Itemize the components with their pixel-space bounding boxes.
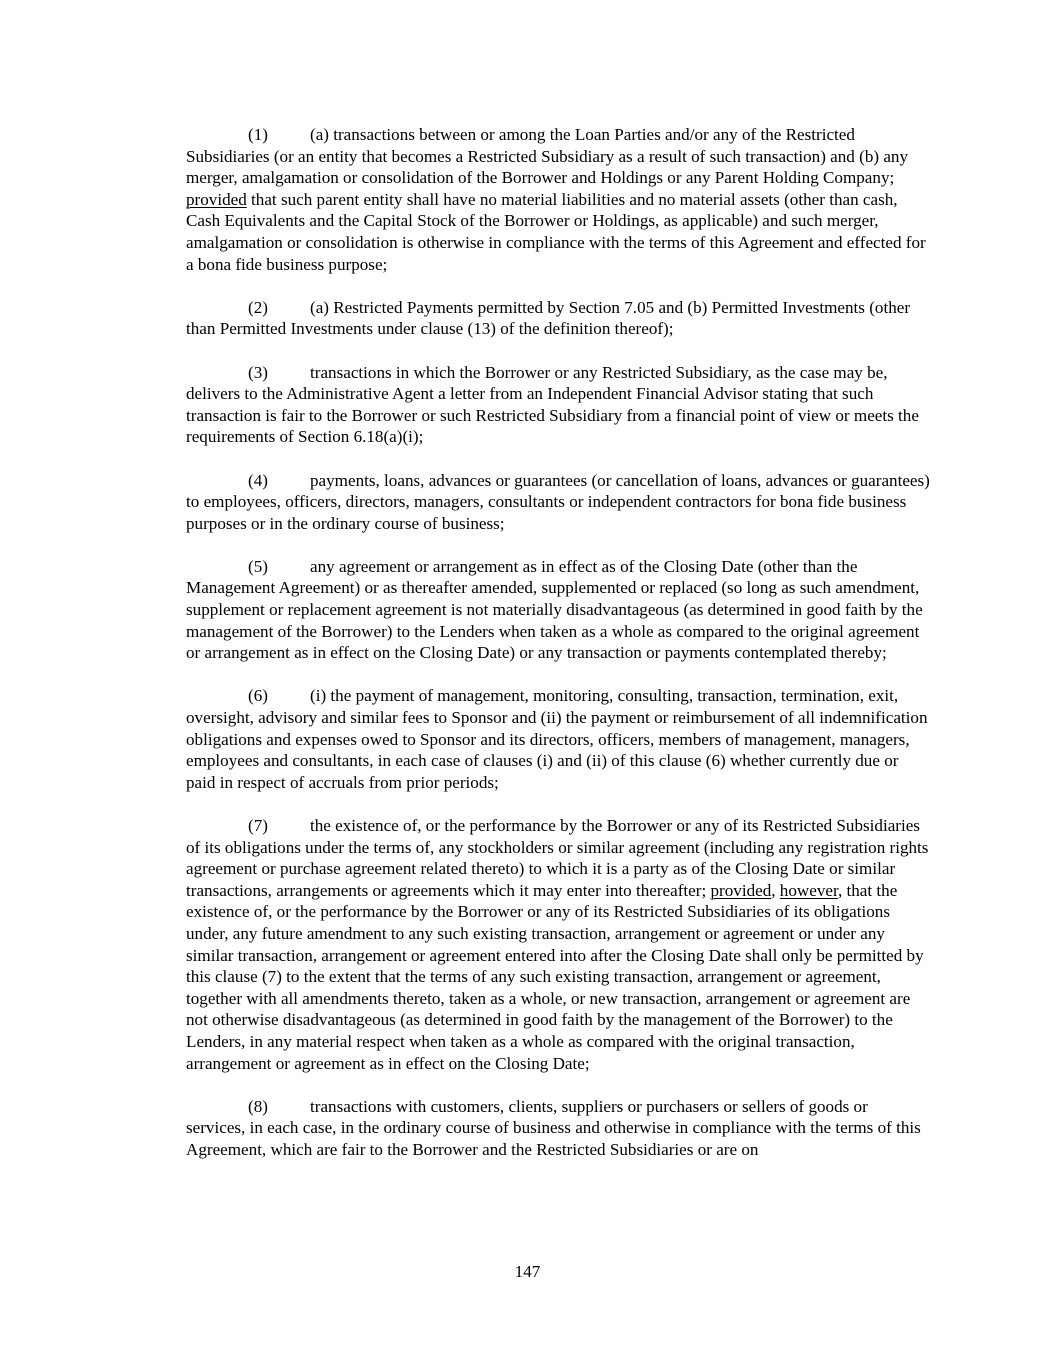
clause-number: (6): [248, 686, 268, 706]
clause-text: payments, loans, advances or guarantees (or cancellation of loans, advances or guarantees) to employees, officers, directors, managers, consultants or independent contractors for bona fide business purposes or in the ordinary course of business;: [186, 470, 930, 533]
clause-number: (3): [248, 362, 268, 382]
clause-text: , that the existence of, or the performance by the Borrower or any of its Restricted Subsidiaries of its obligations under, any future amendment to any such existing transaction, arrangement or agreement or under any similar transaction, arrangement or agreement entered into after the Closing Date shall only be permitted by this clause (7) to the extent that the terms of any such existing transaction, arrangement or agreement, together with all amendments thereto, taken as a whole, or new transaction, arrangement or agreement are not otherwise disadvantageous (as determined in good faith by the management of the Borrower) to the Lenders, in any material respect when taken as a whole as compared with the original transaction, arrangement or agreement as in effect on the Closing Date;: [186, 880, 924, 1073]
clause-5: [186, 556, 931, 664]
clause-text: (i) the payment of management, monitoring, consulting, transaction, termination, exit, oversight, advisory and similar fees to Sponsor and (ii) the payment or reimbursement of all indemnification obligations and expenses owed to Sponsor and its directors, officers, members of management, managers, employees and consultants, in each case of clauses (i) and (ii) of this clause (6) whether currently due or paid in respect of accruals from prior periods;: [186, 686, 928, 792]
clause-text: any agreement or arrangement as in effect as of the Closing Date (other than the Management Agreement) or as thereafter amended, supplemented or replaced (so long as such amendment, supplement or replacement agreement is not materially disadvantageous (as determined in good faith by the management of the Borrower) to the Lenders when taken as a whole as compared to the original agreement or arrangement as in effect on the Closing Date) or any transaction or payments contemplated thereby;: [186, 556, 923, 663]
clause-separator: ,: [771, 880, 780, 900]
clause-text: that such parent entity shall have no material liabilities and no material assets (other than cash, Cash Equivalents and the Capital Stock of the Borrower or Holdings, as applicable) and such merger, amalgamation or consolidation is otherwise in compliance with the terms of this Agreement and effected for a bona fide business purpose;: [186, 189, 926, 274]
underlined-term-however: however: [779, 880, 838, 900]
underlined-term-provided: provided: [710, 880, 772, 900]
clause-number: (5): [248, 556, 268, 576]
clause-text: (a) Restricted Payments permitted by Section 7.05 and (b) Permitted Investments (other than Permitted Investments under clause (13) of the definition thereof);: [186, 297, 911, 339]
clause-8: [186, 1096, 931, 1161]
clause-number: (4): [248, 470, 268, 490]
clause-7: [186, 815, 931, 1074]
clause-number: (8): [248, 1096, 268, 1116]
clause-4: [186, 470, 931, 535]
clause-6: [186, 685, 931, 793]
clause-number: (7): [248, 816, 268, 835]
clause-text: transactions in which the Borrower or any Restricted Subsidiary, as the case may be, delivers to the Administrative Agent a letter from an Independent Financial Advisor stating that such transaction is fair to the Borrower or such Restricted Subsidiary from a financial point of view or meets the requirements of Section 6.18(a)(i);: [186, 362, 919, 447]
clause-text: transactions with customers, clients, suppliers or purchasers or sellers of goods or services, in each case, in the ordinary course of business and otherwise in compliance with the terms of this Agreement, which are fair to the Borrower and the Restricted Subsidiaries or are on: [186, 1096, 921, 1159]
clause-number: (2): [248, 297, 268, 317]
clause-text: the existence of, or the performance by the Borrower or any of its Restricted Subsidiaries of its obligations under the terms of, any stockholders or similar agreement (including any registration rights agreement or purchase agreement related thereto) to which it is a party as of the Closing Date or similar transactions, arrangements or agreements which it may enter into thereafter;: [186, 816, 929, 900]
clause-text: (a) transactions between or among the Loan Parties and/or any of the Restricted Subsidiaries (or an entity that becomes a Restricted Subsidiary as a result of such transaction) and (b) any merger, amalgamation or consolidation of the Borrower and Holdings or any Parent Holding Company;: [186, 125, 909, 188]
clause-2: [186, 297, 931, 340]
clause-3: [186, 362, 931, 448]
clause-1: [186, 124, 931, 275]
underlined-term-provided: provided: [186, 189, 247, 209]
document-body: [186, 124, 931, 1182]
page-number: 147: [514, 1262, 541, 1281]
clause-number: (1): [248, 125, 268, 144]
